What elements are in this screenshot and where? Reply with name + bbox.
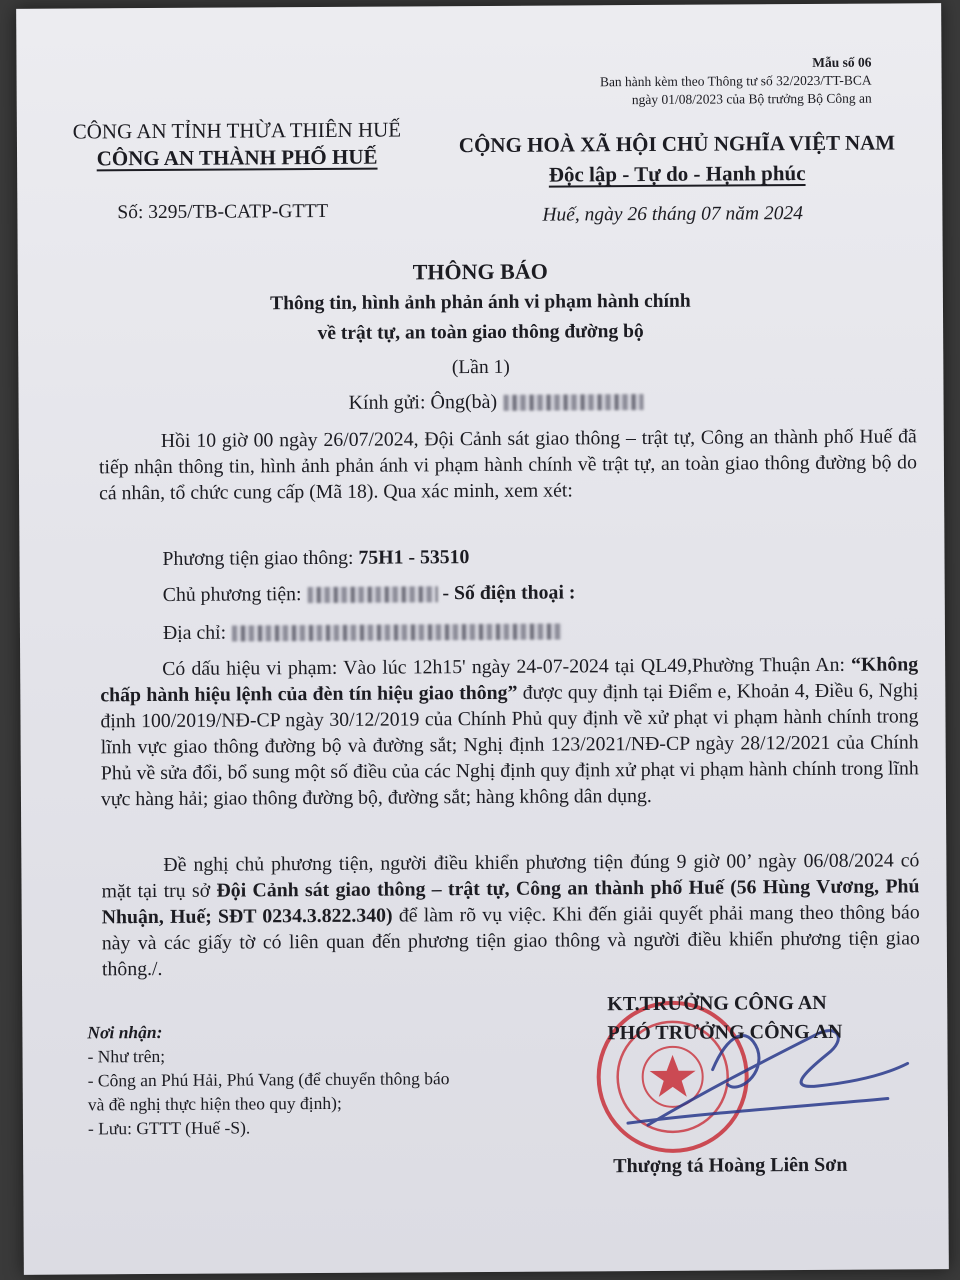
recipient-item: - Công an Phú Hải, Phú Vang (để chuyển thông báo (87, 1068, 450, 1091)
agency-header (47, 116, 427, 172)
form-reference (600, 54, 872, 110)
redacted-owner (307, 587, 437, 604)
violation-text-a: Có dấu hiệu vi phạm: Vào lúc 12h15' ngày 24-07-2024 tại QL49,Phường Thuận An: (162, 653, 852, 680)
form-reference-line2: ngày 01/08/2023 của Bộ trưởng Bộ Công an (631, 90, 872, 108)
violation-text-c: được quy định tại Điểm e, Khoản 4, Điều 6, Nghị định 100/2019/NĐ-CP ngày 30/12/2019 của Chính Phủ quy định về xử phạt vi phạm hành chính trong lĩnh vực giao thông đường bộ và đường sắt; Nghị định 123/2021/NĐ-CP ngày 28/12/2021 của Chính Phủ về sửa đổi, bổ sung một số điều của các Nghị định quy định xử phạt vi phạm hành chính trong lĩnh vực hàng hải; giao thông đường bộ, đường sắt; hàng không dân dụng. (100, 679, 919, 811)
nation-name: CỘNG HOÀ XÃ HỘI CHỦ NGHĨA VIỆT NAM (458, 130, 896, 158)
notice-subtitle-2: về trật tự, an toàn giao thông đường bộ (317, 321, 644, 345)
owner-label: Chủ phương tiện: (162, 583, 302, 606)
vehicle-line (162, 546, 469, 571)
notice-subtitle-1: Thông tin, hình ảnh phản ánh vi phạm hành chính (270, 290, 691, 315)
issuing-agency: CÔNG AN THÀNH PHỐ HUẾ (96, 144, 378, 171)
violation-paragraph (100, 651, 919, 812)
recipients-block (87, 1018, 450, 1140)
violation-text (100, 651, 919, 812)
phone-label: - Số điện thoại : (437, 581, 576, 605)
vehicle-label: Phương tiện giao thông: (162, 546, 359, 570)
address-line (163, 620, 562, 645)
request-paragraph (101, 847, 920, 982)
notice-title: THÔNG BÁO (412, 258, 548, 285)
notice-attempt: (Lần 1) (451, 356, 510, 379)
recipient-item: và đề nghị thực hiện theo quy định); (87, 1092, 342, 1115)
violation-name: “Không chấp hành hiệu lệnh của đèn tín hiệu giao thông” (100, 653, 919, 707)
document-date: Huế, ngày 26 tháng 07 năm 2024 (542, 203, 804, 226)
signature-title (607, 989, 842, 1048)
recipient-line (348, 390, 643, 415)
national-motto: Độc lập - Tự do - Hạnh phúc (548, 161, 806, 187)
owner-line (163, 581, 576, 607)
address-label: Địa chỉ: (162, 621, 227, 644)
signature-title-line1: KT.TRƯỞNG CÔNG AN (607, 991, 827, 1016)
form-reference-line1: Ban hành kèm theo Thông tư số 32/2023/TT-BCA (599, 72, 872, 90)
office-address: Đội Cảnh sát giao thông – trật tự, Công an thành phố Huế (56 Hùng Vương, Phú Nhuận, Huế; SĐT 0234.3.822.340) (101, 875, 920, 929)
redacted-address (232, 624, 562, 642)
recipient-item: - Như trên; (87, 1045, 166, 1067)
intro-text: Hồi 10 giờ 00 ngày 26/07/2024, Đội Cảnh sát giao thông – trật tự, Công an thành phố Huế đã tiếp nhận thông tin, hình ảnh phản ánh vi phạm hành chính về trật tự, an toàn giao thông đường bộ do cá nhân, tổ chức cung cấp (Mã 18). Qua xác minh, xem xét: (98, 425, 917, 505)
redacted-name (503, 394, 643, 411)
request-text (101, 847, 920, 982)
recipient-item: - Lưu: GTTT (Huế -S). (87, 1117, 251, 1139)
recipients-heading: Nơi nhận: (87, 1021, 163, 1043)
intro-paragraph (99, 423, 917, 506)
recipient-label: Kính gửi: Ông(bà) (348, 390, 498, 414)
request-text-c: để làm rõ vụ việc. Khi đến giải quyết phải mang theo thông báo này và các giấy tờ có liên quan đến phương tiện giao thông và người điều khiển phương tiện giao thông./. (101, 901, 920, 981)
form-number: Mẫu số 06 (812, 54, 872, 70)
signer-name: Thượng tá Hoàng Liên Sơn (613, 1153, 848, 1178)
vehicle-plate: 75H1 - 53510 (358, 546, 470, 569)
signature-title-line2: PHÓ TRƯỞNG CÔNG AN (607, 1020, 843, 1045)
document-number: Số: 3295/TB-CATP-GTTT (117, 200, 329, 224)
document-page (16, 3, 949, 1275)
parent-agency: CÔNG AN TỈNH THỪA THIÊN HUẾ (72, 117, 402, 144)
nation-header (437, 127, 917, 190)
request-text-a: Đề nghị chủ phương tiện, người điều khiển phương tiện đúng 9 giờ 00’ ngày 06/08/2024 có mặt tại trụ sở (101, 849, 920, 903)
